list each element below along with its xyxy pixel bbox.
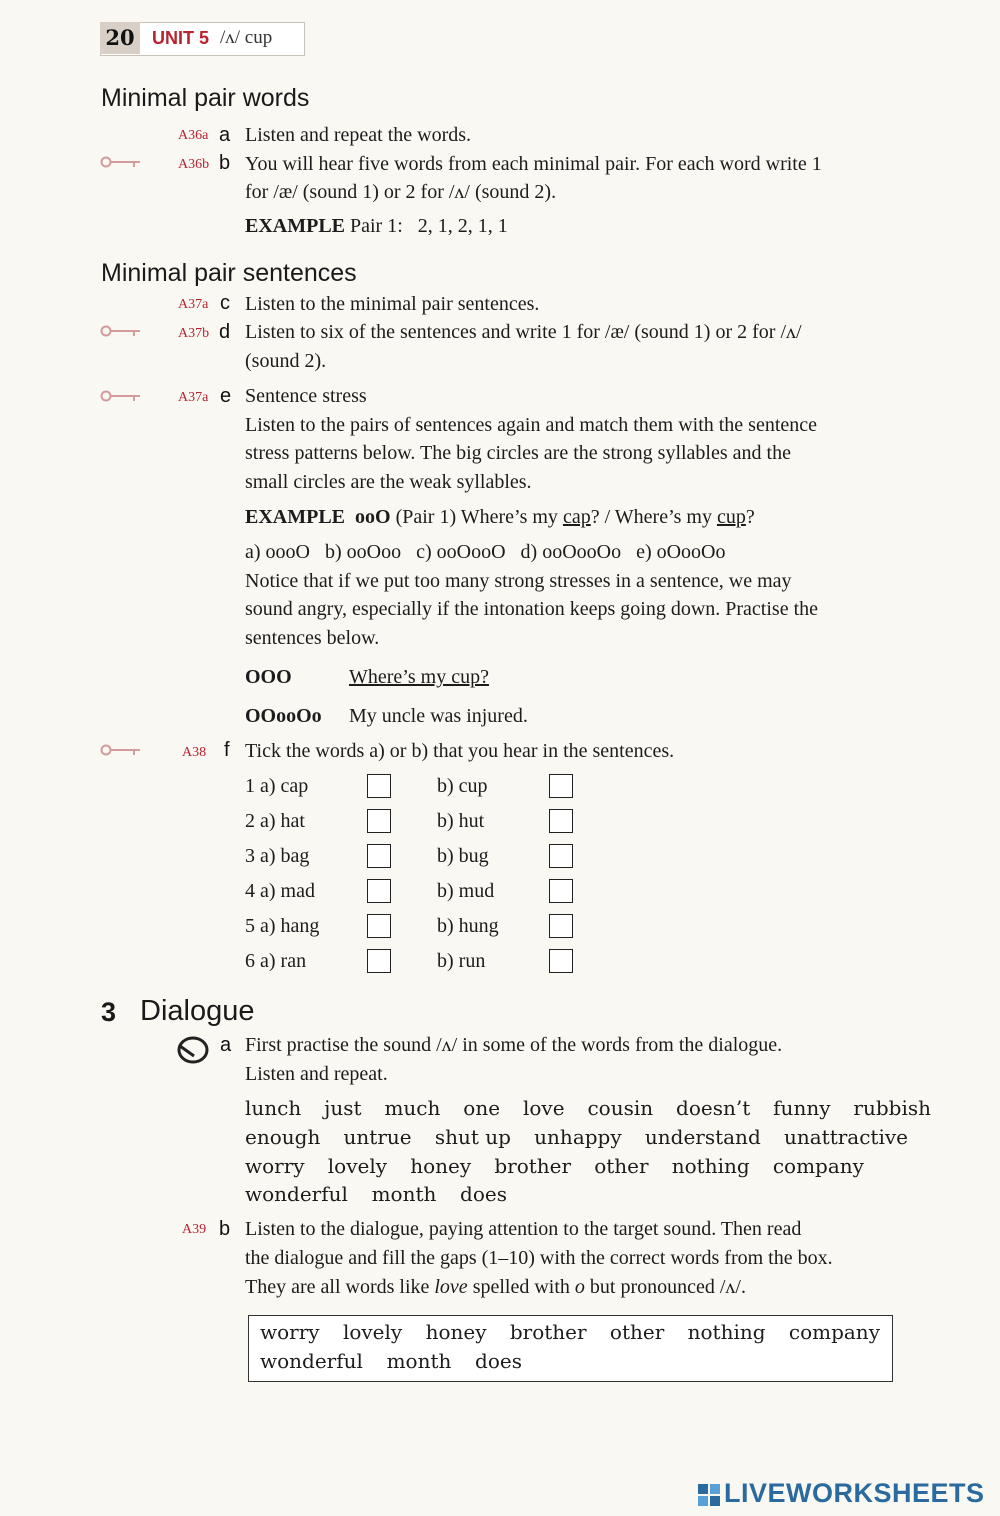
tick-box-a[interactable] xyxy=(367,879,391,903)
tick-option-a: 2 a) hat xyxy=(245,810,305,832)
notice-line: Notice that if we put too many strong stresses in a sentence, we may xyxy=(245,570,792,592)
dialogue-a-line2: Listen and repeat. xyxy=(245,1063,388,1085)
word: one xyxy=(463,1096,501,1120)
exercise-letter: b xyxy=(219,1218,231,1240)
exercise-letter: d xyxy=(219,321,231,343)
unit-label: UNIT 5 xyxy=(152,28,210,48)
exercise-a-text: Listen and repeat the words. xyxy=(245,124,472,146)
word: unattractive xyxy=(783,1125,908,1149)
tick-option-b: b) bug xyxy=(437,845,489,867)
exercise-e-line: Listen to the pairs of sentences again and match them with the sentence xyxy=(245,414,818,436)
practice-pattern: OOooOo xyxy=(245,705,322,727)
tick-option-b: b) hung xyxy=(437,915,499,937)
word: untrue xyxy=(343,1125,412,1149)
box-word: wonderful xyxy=(260,1349,363,1373)
box-word: company xyxy=(788,1320,880,1344)
brand-logo-text[interactable]: LIVEWORKSHEETS xyxy=(724,1478,985,1508)
page-number: 20 xyxy=(100,22,140,54)
exercise-c-text: Listen to the minimal pair sentences. xyxy=(245,293,540,315)
key-icon xyxy=(100,324,142,338)
word-row xyxy=(245,1152,864,1181)
tick-option-a: 3 a) bag xyxy=(245,845,310,867)
key-icon xyxy=(100,389,142,403)
tick-box-a[interactable] xyxy=(367,914,391,938)
audio-code: A37a xyxy=(178,297,209,312)
practice-pattern: OOO xyxy=(245,666,292,688)
practice-sentence: Where’s my cup? xyxy=(349,666,489,688)
stress-option: c) ooOooO xyxy=(416,541,506,563)
tick-box-a[interactable] xyxy=(367,844,391,868)
audio-code: A37a xyxy=(178,390,209,405)
exercise-e-line: small circles are the weak syllables. xyxy=(245,471,532,493)
word: company xyxy=(772,1154,864,1178)
tick-option-a: 5 a) hang xyxy=(245,915,320,937)
exercise-d-line2: (sound 2). xyxy=(245,350,327,372)
word: worry xyxy=(245,1154,305,1178)
word: rubbish xyxy=(853,1096,931,1120)
tick-option-a: 4 a) mad xyxy=(245,880,315,902)
word-row xyxy=(245,1180,507,1209)
dialogue-a-line1: First practise the sound /ʌ/ in some of the words from the dialogue. xyxy=(245,1034,783,1056)
box-word: lovely xyxy=(342,1320,403,1344)
stress-option: a) oooO xyxy=(245,541,310,563)
word: wonderful xyxy=(245,1182,348,1206)
box-word: honey xyxy=(425,1320,487,1344)
word: other xyxy=(594,1154,649,1178)
audio-code: A38 xyxy=(182,745,207,760)
exercise-f-text: Tick the words a) or b) that you hear in the sentences. xyxy=(245,740,675,762)
exercise-letter: c xyxy=(220,292,230,314)
notice-line: sentences below. xyxy=(245,627,380,649)
box-word: other xyxy=(609,1320,665,1344)
word: does xyxy=(460,1182,507,1206)
dialogue-b-line3: They are all words like love spelled with o but pronounced /ʌ/. xyxy=(245,1276,746,1298)
unit-sound: /ʌ/ cup xyxy=(220,27,273,48)
liveworksheets-logo-icon xyxy=(698,1484,720,1506)
section-title-minimal-pair-words: Minimal pair words xyxy=(101,84,310,112)
tick-box-b[interactable] xyxy=(549,914,573,938)
stress-option: e) oOooOo xyxy=(636,541,726,563)
tick-box-b[interactable] xyxy=(549,809,573,833)
tick-box-a[interactable] xyxy=(367,949,391,973)
word: love xyxy=(522,1096,565,1120)
exercise-letter: a xyxy=(220,1034,232,1056)
audio-code: A37b xyxy=(178,326,210,341)
word: much xyxy=(384,1096,441,1120)
exercise-e-line: stress patterns below. The big circles are the strong syllables and the xyxy=(245,442,791,464)
exercise-letter: f xyxy=(224,739,230,761)
word: understand xyxy=(644,1125,761,1149)
word-box-row xyxy=(260,1347,522,1376)
word-row xyxy=(245,1094,931,1123)
word-row xyxy=(245,1123,908,1152)
tick-option-b: b) hut xyxy=(437,810,485,832)
box-word: worry xyxy=(260,1320,320,1344)
word: shut up xyxy=(434,1125,511,1149)
exercise-letter: a xyxy=(219,124,231,146)
audio-code: A39 xyxy=(182,1222,207,1237)
exercise-b-line1: You will hear five words from each minimal pair. For each word write 1 xyxy=(245,153,822,175)
exercise-letter: e xyxy=(220,385,232,407)
exercise-b-example: EXAMPLE Pair 1: 2, 1, 2, 1, 1 xyxy=(245,215,508,237)
word: honey xyxy=(410,1154,472,1178)
word: brother xyxy=(494,1154,572,1178)
notice-line: sound angry, especially if the intonation keeps going down. Practise the xyxy=(245,598,819,620)
word: just xyxy=(324,1096,362,1120)
practice-sentence: My uncle was injured. xyxy=(349,705,528,727)
tick-box-a[interactable] xyxy=(367,774,391,798)
exercise-letter: b xyxy=(219,152,231,174)
tick-option-b: b) mud xyxy=(437,880,495,902)
tick-box-b[interactable] xyxy=(549,949,573,973)
exercise-b-line2: for /æ/ (sound 1) or 2 for /ʌ/ (sound 2). xyxy=(245,181,557,203)
word: lunch xyxy=(245,1096,302,1120)
audio-code: A36b xyxy=(178,157,210,172)
stress-option: b) ooOoo xyxy=(324,541,402,563)
dialogue-b-line2: the dialogue and fill the gaps (1–10) with the correct words from the box. xyxy=(245,1247,833,1269)
word: lovely xyxy=(327,1154,388,1178)
tick-box-b[interactable] xyxy=(549,844,573,868)
tick-option-a: 6 a) ran xyxy=(245,950,307,972)
box-word: month xyxy=(386,1349,452,1373)
tick-option-b: b) cup xyxy=(437,775,488,797)
word-box-row xyxy=(260,1318,880,1347)
tick-box-b[interactable] xyxy=(549,774,573,798)
stress-option: d) ooOooOo xyxy=(520,541,622,563)
word: nothing xyxy=(671,1154,750,1178)
box-word: nothing xyxy=(687,1320,766,1344)
section-title-dialogue: Dialogue xyxy=(140,995,255,1027)
tick-option-a: 1 a) cap xyxy=(245,775,309,797)
word: doesn’t xyxy=(676,1096,751,1120)
tick-box-a[interactable] xyxy=(367,809,391,833)
box-word: does xyxy=(475,1349,522,1373)
tick-option-b: b) run xyxy=(437,950,486,972)
audio-code: A36a xyxy=(178,128,209,143)
exercise-e-example: EXAMPLE ooO (Pair 1) Where’s my cap? / Where’s my cup? xyxy=(245,506,755,528)
key-icon xyxy=(100,743,142,757)
key-icon xyxy=(100,155,142,169)
section-number: 3 xyxy=(101,997,117,1027)
exercise-d-line1: Listen to six of the sentences and write 1 for /æ/ (sound 1) or 2 for /ʌ/ xyxy=(245,321,802,343)
section-title-minimal-pair-sentences: Minimal pair sentences xyxy=(101,259,357,287)
word: month xyxy=(371,1182,437,1206)
box-word: brother xyxy=(509,1320,587,1344)
exercise-e-title: Sentence stress xyxy=(245,385,367,407)
stress-options xyxy=(245,538,726,567)
word: unhappy xyxy=(534,1125,622,1149)
word: enough xyxy=(245,1125,321,1149)
tick-box-b[interactable] xyxy=(549,879,573,903)
listen-repeat-icon xyxy=(176,1034,212,1066)
word: cousin xyxy=(587,1096,654,1120)
word: funny xyxy=(773,1096,831,1120)
dialogue-b-line1: Listen to the dialogue, paying attention to the target sound. Then read xyxy=(245,1218,802,1240)
